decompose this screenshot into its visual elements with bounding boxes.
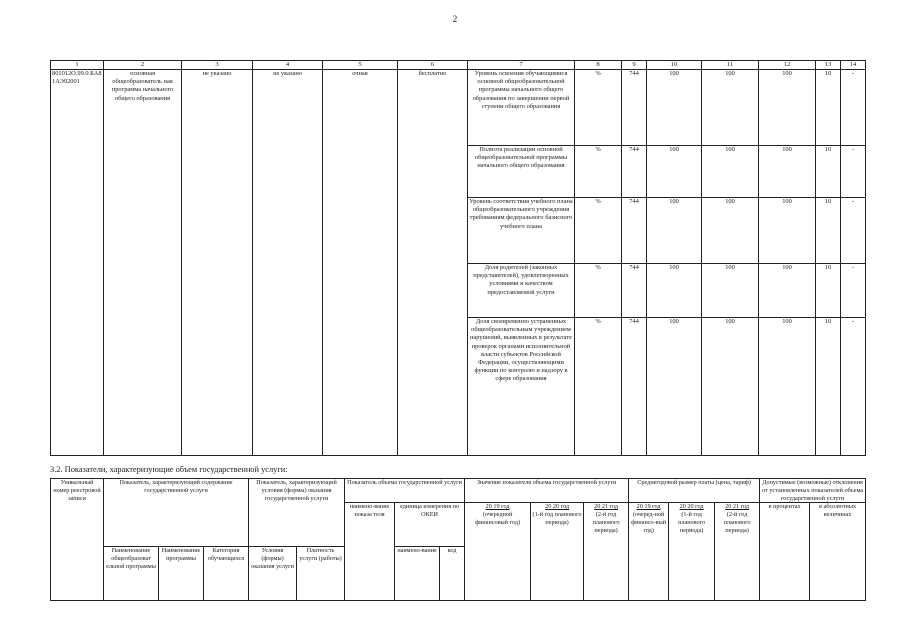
column-number: 2	[104, 61, 182, 70]
header-unit: единица измерения по ОКЕИ	[395, 503, 465, 547]
indicator-value-year2: 100	[702, 146, 759, 198]
header-deviation-percent: в процентах	[760, 503, 810, 601]
column-number: 13	[816, 61, 841, 70]
indicator-value-year3: 100	[759, 264, 816, 318]
indicator-value-year1: 100	[647, 70, 702, 146]
deviation-absolute: -	[841, 264, 866, 318]
column-number: 14	[841, 61, 866, 70]
indicator-unit: %	[575, 70, 622, 146]
header-conditions: Показатель, характеризующий условия (формы) оказания государственной услуги	[249, 479, 345, 547]
header-fee-year2: 20 20 год (1-й год планового периода)	[669, 503, 715, 601]
quality-indicators-table	[50, 60, 866, 456]
sub-category: Категория обучающихся	[204, 547, 249, 601]
indicator-value-year2: 100	[702, 318, 759, 456]
section-title: 3.2. Показатели, характеризующие объем государственной услуги:	[50, 465, 288, 474]
deviation-percent: 10	[816, 198, 841, 264]
column-number: 3	[182, 61, 253, 70]
indicator-unit: %	[575, 318, 622, 456]
indicator-code: 744	[622, 146, 647, 198]
header-value: Значение показателя объема государственной услуги	[465, 479, 629, 503]
indicator-unit: %	[575, 146, 622, 198]
sub-program-name: Наименование общеобразоват ельной программы	[104, 547, 159, 601]
sub-conditions: Условия (формы) оказания услуги	[249, 547, 297, 601]
header-fee: Среднегодовой размер платы (цена, тариф)	[629, 479, 760, 503]
deviation-absolute: -	[841, 70, 866, 146]
register-number: 801012О.99.0.БА81АЭ92001	[51, 70, 104, 456]
form-of-service: очная	[323, 70, 398, 456]
indicator-value-year2: 100	[702, 264, 759, 318]
indicator-name: Уровень соответствия учебного плана общеобразовательного учреждения требованиям федерального базисного учебного плана	[468, 198, 575, 264]
column-number: 10	[647, 61, 702, 70]
header-register: Уникальный номер реестровой записи	[51, 479, 104, 547]
header-content: Показатель, характеризующий содержание государственной услуги	[104, 479, 249, 547]
indicator-name: Доля родителей (законных представителей), удовлетворенных условиями и качеством предоставляемой услуги	[468, 264, 575, 318]
indicator-code: 744	[622, 198, 647, 264]
program-name: основная общеобразователь ная программа начального общего образования	[104, 70, 182, 456]
indicator-code: 744	[622, 70, 647, 146]
header-fee-year3: 20 21 год (2-й год планового периода)	[715, 503, 760, 601]
indicator-name: Уровень освоения обучающимися основной общеобразовательной программы начального общего образования по завершении первой ступени общего образования	[468, 70, 575, 146]
indicator-value-year3: 100	[759, 146, 816, 198]
content-indicator-2: не указано	[182, 70, 253, 456]
column-number: 1	[51, 61, 104, 70]
sub-programs: Наименование программы	[159, 547, 204, 601]
header-year1: 20 19 год (очередной финансовый год)	[465, 503, 531, 601]
column-number: 5	[323, 61, 398, 70]
header-deviation: Допустимые (возможные) отклонения от установленных показателей объема государственной услуги	[760, 479, 866, 503]
indicator-value-year1: 100	[647, 318, 702, 456]
column-number: 8	[575, 61, 622, 70]
sub-payment: Платность услуги (работы)	[297, 547, 345, 601]
indicator-value-year3: 100	[759, 70, 816, 146]
column-number: 12	[759, 61, 816, 70]
indicator-value-year3: 100	[759, 198, 816, 264]
deviation-absolute: -	[841, 318, 866, 456]
column-number: 7	[468, 61, 575, 70]
indicator-value-year3: 100	[759, 318, 816, 456]
page-number: 2	[452, 14, 458, 24]
deviation-percent: 10	[816, 146, 841, 198]
column-number: 6	[398, 61, 468, 70]
sub-unit-code: код	[440, 547, 465, 601]
indicator-value-year2: 100	[702, 198, 759, 264]
column-number: 9	[622, 61, 647, 70]
header-year3: 20 21 год (2-й год планового периода)	[584, 503, 629, 601]
sub-unit-name: наимено-вание	[395, 547, 440, 601]
table-row	[51, 70, 866, 146]
header-row	[51, 479, 866, 503]
indicator-value-year1: 100	[647, 198, 702, 264]
column-number: 11	[702, 61, 759, 70]
header-year2: 20 20 год (1-й год планового периода)	[531, 503, 584, 601]
indicator-value-year2: 100	[702, 70, 759, 146]
header-fee-year1: 20 19 год (очеред-ной финансо-вый год)	[629, 503, 669, 601]
deviation-percent: 10	[816, 318, 841, 456]
indicator-unit: %	[575, 264, 622, 318]
header-register-cont	[51, 547, 104, 601]
deviation-absolute: -	[841, 146, 866, 198]
indicator-value-year1: 100	[647, 146, 702, 198]
column-number: 4	[253, 61, 323, 70]
deviation-absolute: -	[841, 198, 866, 264]
indicator-value-year1: 100	[647, 264, 702, 318]
deviation-percent: 10	[816, 70, 841, 146]
indicator-name: Полнота реализации основной общеобразовательной программы начального общего образования	[468, 146, 575, 198]
column-number-row	[51, 61, 866, 70]
header-deviation-absolute: в абсолютных величинах	[810, 503, 866, 601]
indicator-name: Доля своевременно устраненных общеобразовательным учреждением нарушений, выявленных в результате проверок органами исполнительной власти субъектов Российской Федерации, осуществляющими функции по контролю и надзору в сфере образования	[468, 318, 575, 456]
indicator-unit: %	[575, 198, 622, 264]
volume-indicators-table	[50, 478, 866, 601]
header-volume-name: наимено-вание показа теля	[345, 503, 395, 601]
header-volume: Показатель объема государственной услуги	[345, 479, 465, 503]
indicator-code: 744	[622, 318, 647, 456]
payment-type: бесплатно	[398, 70, 468, 456]
indicator-code: 744	[622, 264, 647, 318]
deviation-percent: 10	[816, 264, 841, 318]
content-indicator-3: не указано	[253, 70, 323, 456]
